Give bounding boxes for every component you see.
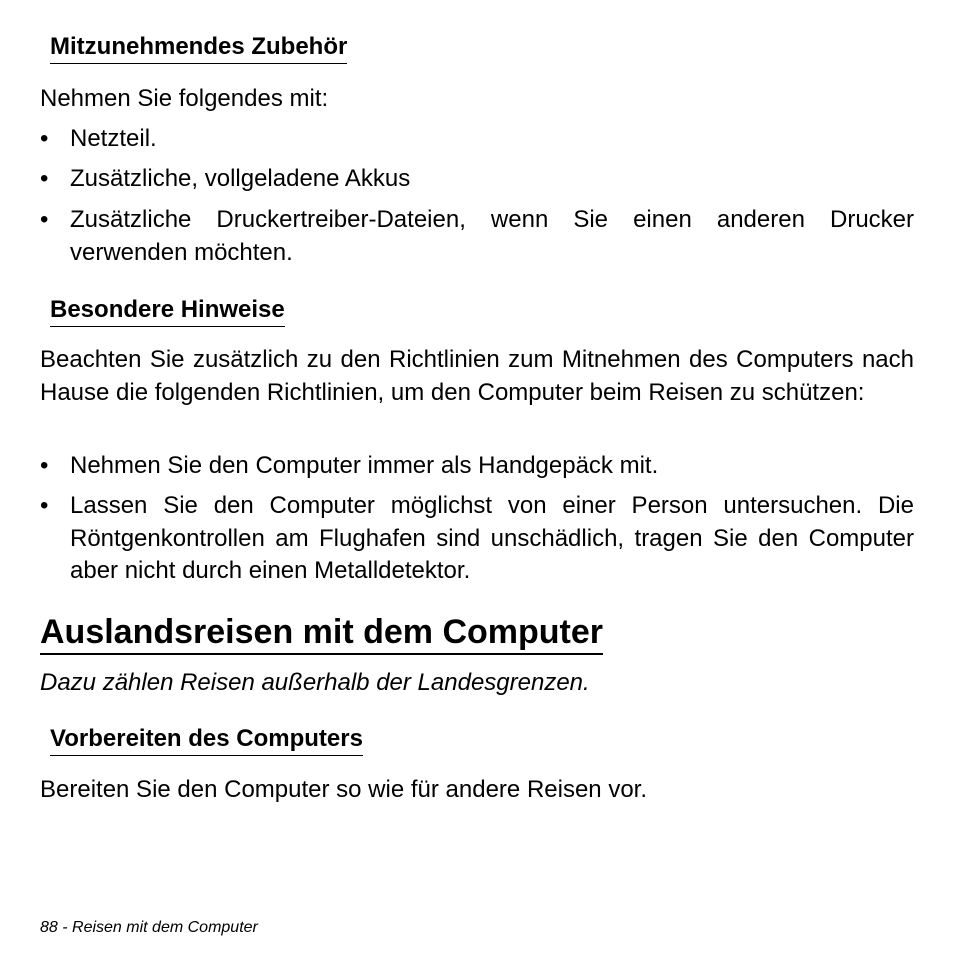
chapter-intro: Dazu zählen Reisen außerhalb der Landesgrenzen. bbox=[40, 669, 590, 696]
section-heading-accessories: Mitzunehmendes Zubehör bbox=[50, 33, 347, 64]
notes-paragraph: Beachten Sie zusätzlich zu den Richtlinien zum Mitnehmen des Computers nach Hause die folgenden Richtlinien, um den Computer beim Reisen zu schützen: bbox=[40, 346, 914, 406]
list-item bbox=[40, 123, 914, 156]
section-heading-notes: Besondere Hinweise bbox=[50, 296, 285, 327]
list-item-text: Netzteil. bbox=[70, 125, 157, 152]
page-footer: 88 - Reisen mit dem Computer bbox=[40, 919, 258, 936]
bullet-icon: • bbox=[40, 125, 49, 152]
list-item bbox=[40, 490, 914, 588]
bullet-icon: • bbox=[40, 206, 49, 233]
list-item-text: Zusätzliche, vollgeladene Akkus bbox=[70, 165, 411, 192]
list-item-text: Nehmen Sie den Computer immer als Handgepäck mit. bbox=[70, 452, 659, 479]
bullet-icon: • bbox=[40, 165, 49, 192]
list-item bbox=[40, 163, 914, 196]
bullet-icon: • bbox=[40, 492, 49, 519]
list-item-text: Zusätzliche Druckertreiber-Dateien, wenn Sie einen anderen Drucker verwenden möchten. bbox=[70, 206, 914, 266]
list-item bbox=[40, 204, 914, 269]
preparation-paragraph: Bereiten Sie den Computer so wie für andere Reisen vor. bbox=[40, 776, 647, 803]
list-item bbox=[40, 450, 914, 483]
bullet-icon: • bbox=[40, 452, 49, 479]
section-heading-preparation: Vorbereiten des Computers bbox=[50, 725, 363, 756]
chapter-heading: Auslandsreisen mit dem Computer bbox=[40, 612, 603, 655]
list-item-text: Lassen Sie den Computer möglichst von einer Person untersuchen. Die Röntgenkontrollen am Flughafen sind unschädlich, tragen Sie den Computer aber nicht durch einen Metalldetektor. bbox=[70, 492, 914, 584]
accessories-intro: Nehmen Sie folgendes mit: bbox=[40, 85, 329, 112]
